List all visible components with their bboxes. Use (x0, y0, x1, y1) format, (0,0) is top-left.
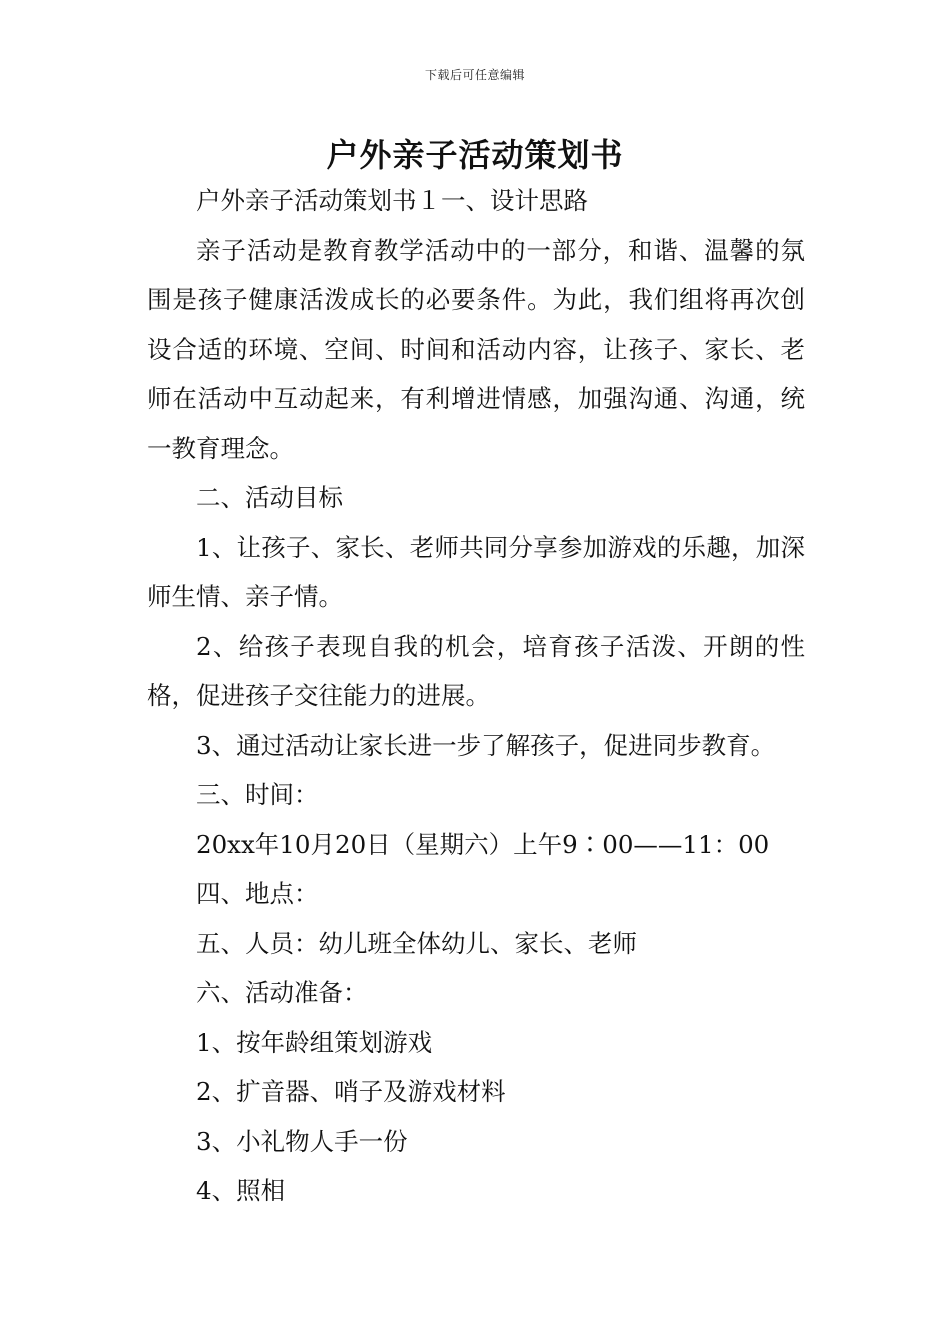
paragraph-goal-2: 2、给孩子表现自我的机会，培育孩子活泼、开朗的性格，促进孩子交往能力的进展。 (147, 631, 805, 710)
paragraph-design-idea: 亲子活动是教育教学活动中的一部分，和谐、温馨的氛围是孩子健康活泼成长的必要条件。为此，我们组将再次创设合适的环境、空间、时间和活动内容，让孩子、家长、老师在活动中互动起来，有利增进情感，加强沟通、沟通，统一教育理念。 (147, 235, 805, 463)
paragraph-time-heading: 三、时间： (196, 780, 319, 809)
document-title: 户外亲子活动策划书 (326, 136, 624, 174)
paragraph-prep-2: 2、扩音器、哨子及游戏材料 (196, 1077, 506, 1106)
paragraph-goal-1: 1、让孩子、家长、老师共同分享参加游戏的乐趣，加深师生情、亲子情。 (147, 532, 805, 611)
paragraph-prep-1: 1、按年龄组策划游戏 (196, 1027, 433, 1057)
paragraph-prep-4: 4、照相 (196, 1176, 286, 1205)
paragraph-preparation-heading: 六、活动准备： (196, 978, 368, 1007)
paragraph-time-value: 20xx年10月20日（星期六）上午9∶00——11：00 (196, 829, 770, 859)
paragraph-goals-heading: 二、活动目标 (196, 483, 343, 512)
paragraph-intro-heading: 户外亲子活动策划书１一、设计思路 (196, 186, 588, 215)
header-note: 下载后可任意编辑 (424, 68, 525, 82)
paragraph-prep-3: 3、小礼物人手一份 (196, 1126, 408, 1156)
document-body (147, 176, 805, 1216)
paragraph-participants: 五、人员：幼儿班全体幼儿、家长、老师 (196, 928, 637, 958)
paragraph-location-heading: 四、地点： (196, 879, 319, 908)
paragraph-goal-3: 3、通过活动让家长进一步了解孩子，促进同步教育。 (196, 730, 776, 760)
